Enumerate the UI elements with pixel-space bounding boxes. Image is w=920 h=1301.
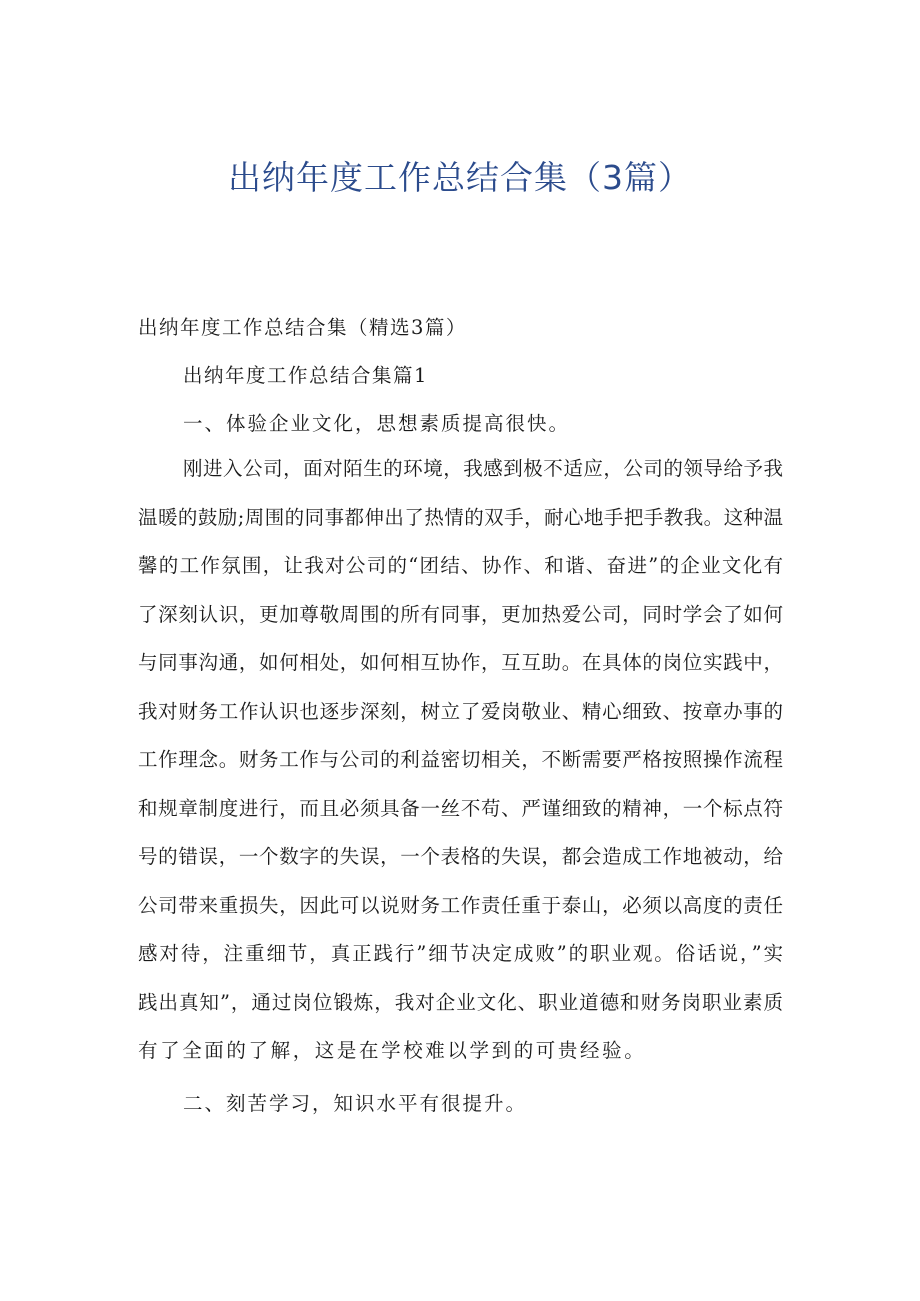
paragraph-line: 刚进入公司，面对陌生的环境，我感到极不适应，公司的领导给予我	[183, 457, 783, 480]
section-heading-2: 二、刻苦学习，知识水平有很提升。	[183, 1092, 528, 1115]
paragraph-line: 感对待，注重细节，真正践行”细节决定成败”的职业观。俗话说，”实	[138, 942, 783, 965]
paragraph-line: 温暖的鼓励;周围的同事都伸出了热情的双手，耐心地手把手教我。这种温	[138, 505, 783, 529]
article-heading: 出纳年度工作总结合集篇1	[183, 364, 428, 387]
paragraph-line: 了深刻认识，更加尊敬周围的所有同事，更加热爱公司，同时学会了如何	[138, 602, 783, 626]
section-heading-1: 一、体验企业文化，思想素质提高很快。	[183, 412, 571, 435]
paragraph-line: 我对财务工作认识也逐步深刻，树立了爱岗敬业、精心细致、按章办事的	[138, 699, 783, 723]
paragraph-line: 和规章制度进行，而且必须具备一丝不苟、严谨细致的精神，一个标点符	[138, 796, 783, 820]
paragraph-line: 馨的工作氛围，让我对公司的“团结、协作、和谐、奋进”的企业文化有	[138, 554, 783, 577]
paragraph-line: 号的错误，一个数字的失误，一个表格的失误，都会造成工作地被动，给	[138, 845, 783, 868]
body-paragraph	[138, 454, 783, 1085]
document-subtitle: 出纳年度工作总结合集（精选3篇）	[138, 316, 467, 339]
paragraph-line: 工作理念。财务工作与公司的利益密切相关，不断需要严格按照操作流程	[138, 748, 783, 771]
paragraph-line: 有了全面的了解，这是在学校难以学到的可贵经验。	[138, 1039, 647, 1062]
document-title: 出纳年度工作总结合集（3篇）	[228, 158, 692, 197]
paragraph-line: 公司带来重损失，因此可以说财务工作责任重于泰山，必须以高度的责任	[138, 893, 783, 917]
paragraph-line: 践出真知”，通过岗位锻炼，我对企业文化、职业道德和财务岗职业素质	[138, 990, 783, 1014]
paragraph-line: 与同事沟通，如何相处，如何相互协作，互互助。在具体的岗位实践中，	[138, 651, 783, 674]
